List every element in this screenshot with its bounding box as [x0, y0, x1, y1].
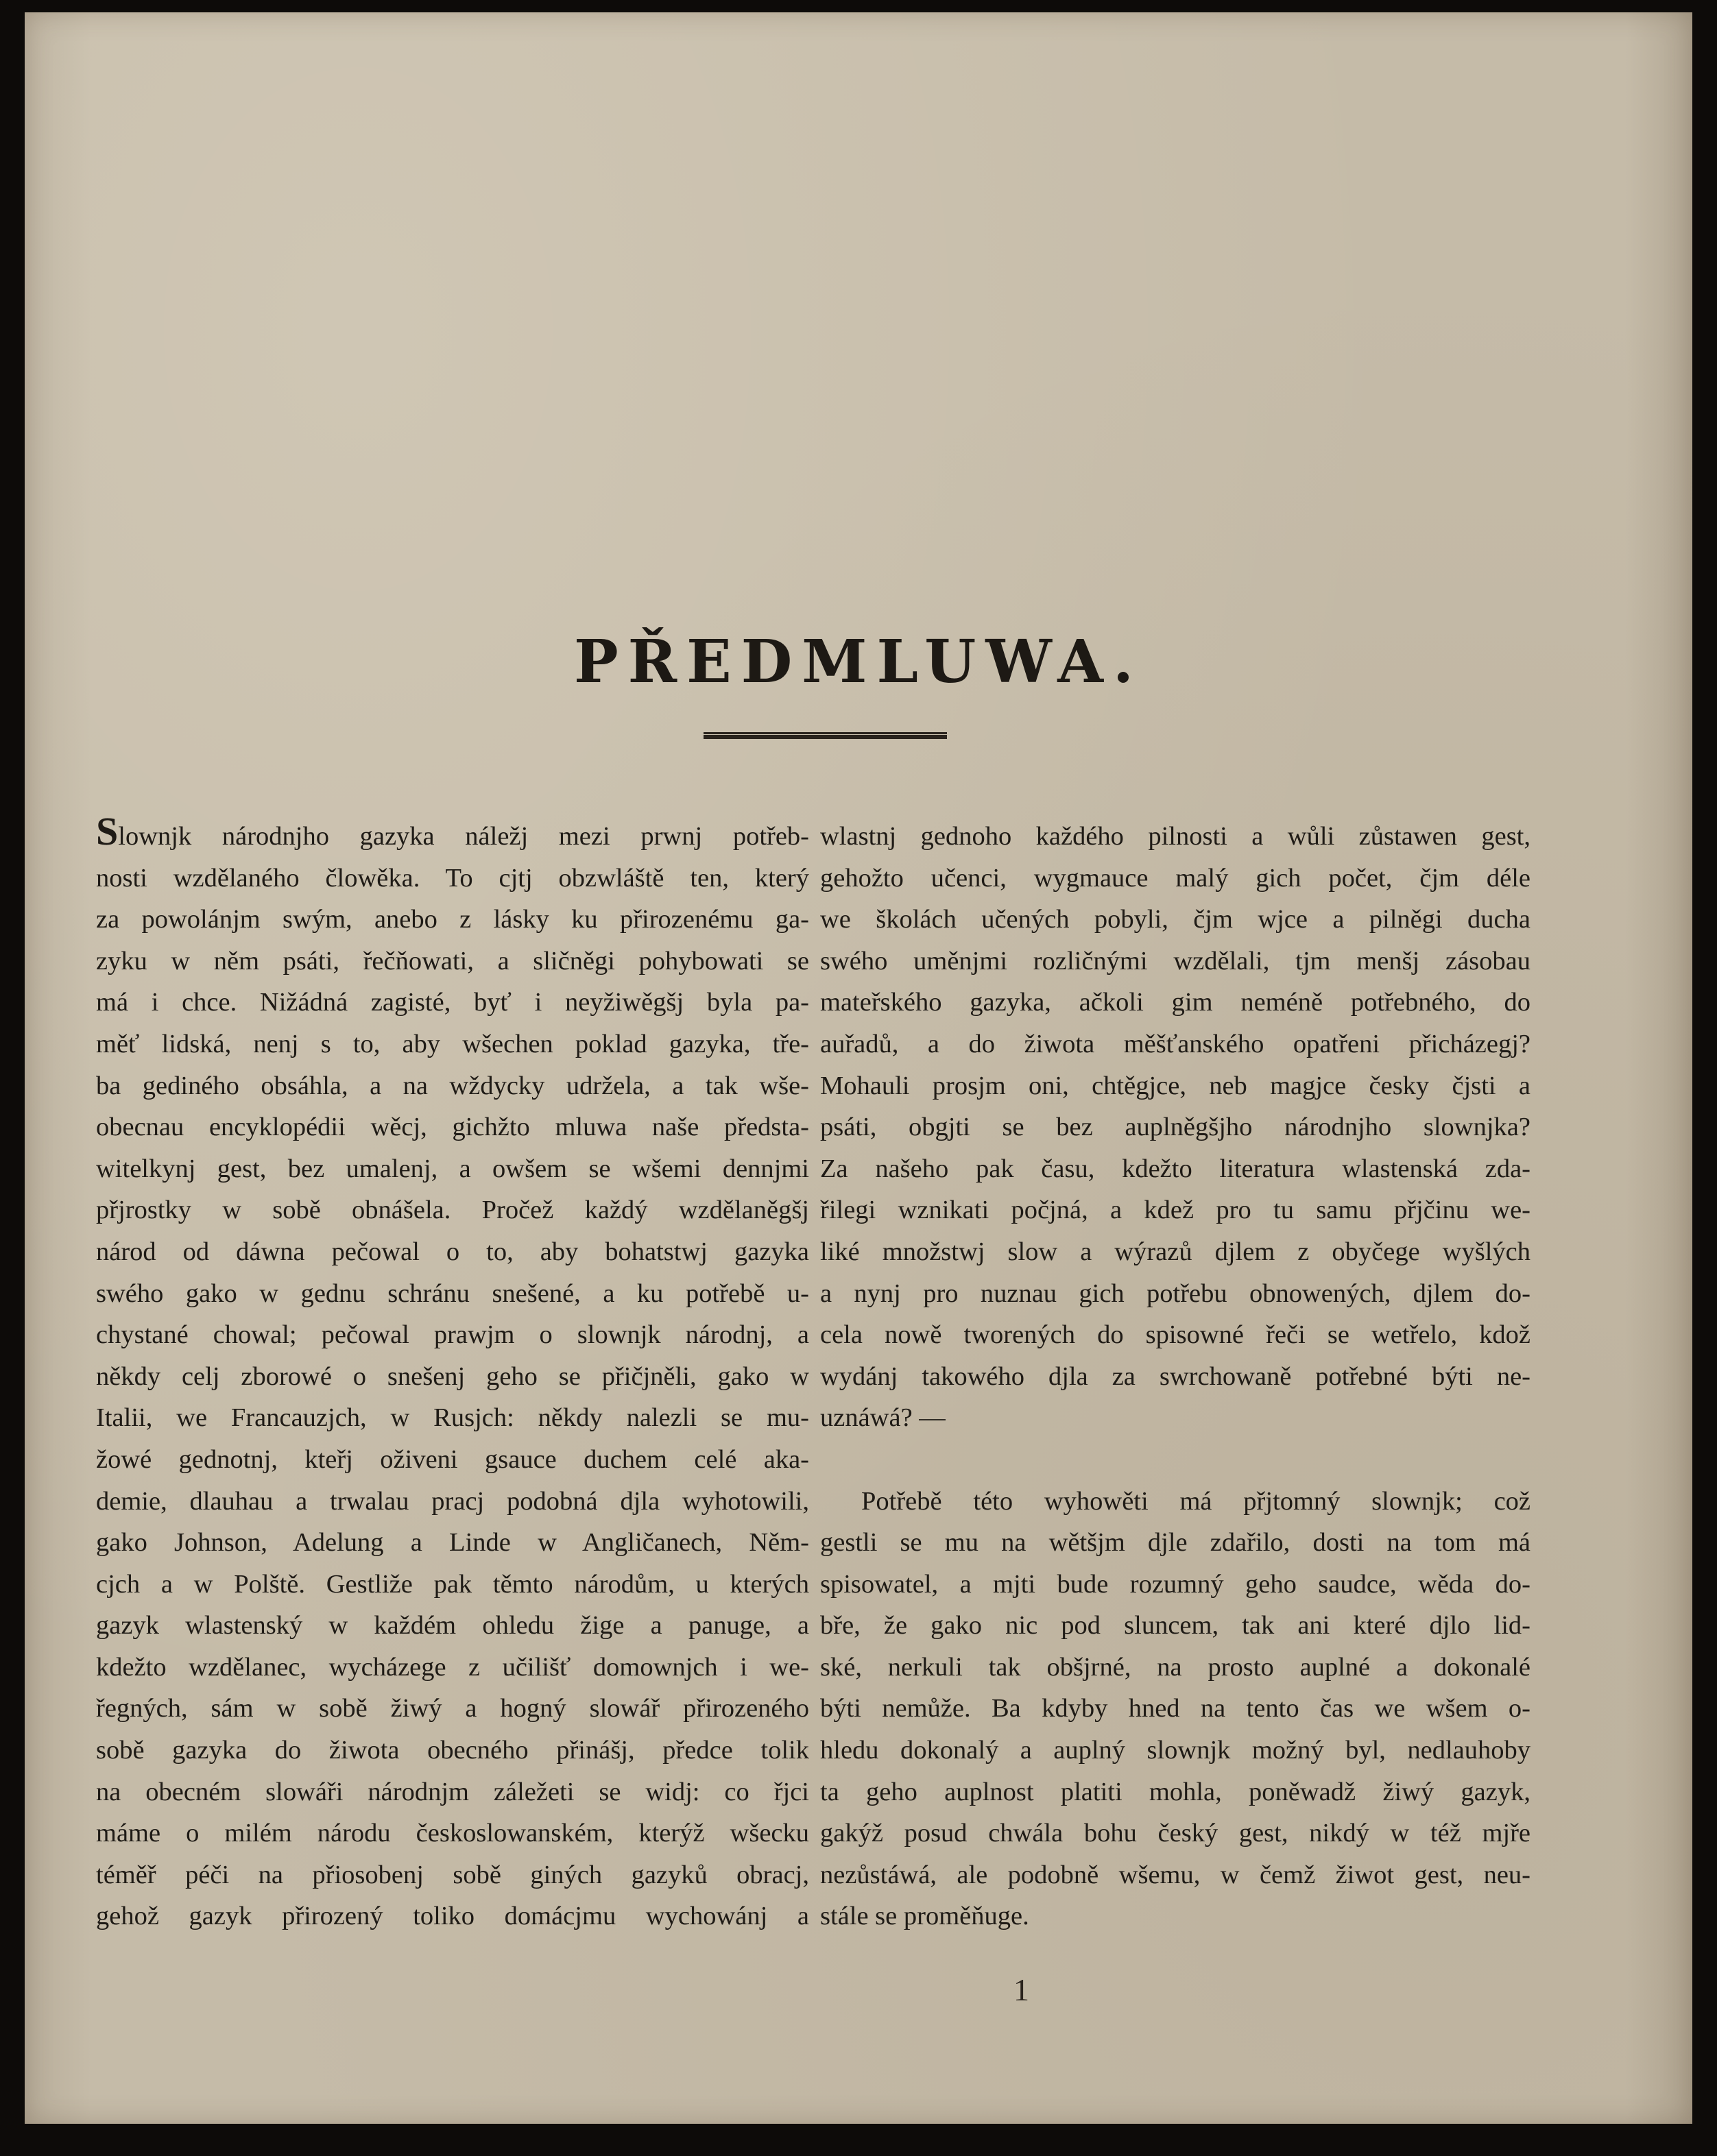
right-column	[820, 816, 1530, 1937]
text-line: Slownjk národnjho gazyka náležj mezi prwnj potřeb-	[96, 816, 809, 858]
text-line: swého gako w gednu schránu snešené, a ku potřebě u-	[96, 1279, 809, 1308]
text-line: řegných, sám w sobě žiwý a hogný slowář přirozeného	[96, 1694, 809, 1723]
text-line: býti nemůže. Ba kdyby hned na tento čas we wšem o-	[820, 1694, 1530, 1723]
title-rule-divider	[704, 732, 947, 739]
text-line: spisowatel, a mjti bude rozumný geho saudce, wěda do-	[820, 1569, 1530, 1599]
document-page	[25, 12, 1692, 2124]
paragraph-gap	[820, 1439, 1530, 1481]
text-line: ta geho auplnost platiti mohla, poněwadž žiwý gazyk,	[820, 1777, 1530, 1806]
text-line: gestli se mu na wětšjm djle zdařilo, dosti na tom má	[820, 1528, 1530, 1558]
text-line: máme o milém národu českoslowanském, kterýž wšecku	[96, 1819, 809, 1848]
text-line: kdežto wzdělanec, wycházege z učilišť domownjch i we-	[96, 1652, 809, 1682]
text-line: měť lidská, nenj s to, aby wšechen poklad gazyka, tře-	[96, 1029, 809, 1058]
text-line: gako Johnson, Adelung a Linde w Angličanech, Něm-	[96, 1528, 809, 1558]
text-line: na obecném slowáři národnjm záležeti se widj: co řjci	[96, 1777, 809, 1806]
left-column	[96, 816, 809, 1937]
text-line: gehožto učenci, wygmauce malý gich počet, čjm déle	[820, 863, 1530, 893]
text-line: žowé gednotnj, kteřj oživeni gsauce duchem celé aka-	[96, 1444, 809, 1474]
text-line: auřadů, a do žiwota měšťanského opatřeni přicházegj?	[820, 1029, 1530, 1058]
text-line: někdy celj zborowé o snešenj geho se přičjněli, gako w	[96, 1361, 809, 1391]
text-line: we školách učených pobyli, čjm wjce a pilněgi ducha	[820, 905, 1530, 934]
text-line: hledu dokonalý a auplný slownjk možný byl, nedlauhoby	[820, 1736, 1530, 1765]
text-line: cjch a w Polště. Gestliže pak těmto národům, u kterých	[96, 1569, 809, 1599]
text-line: gazyk wlastenský w každém ohledu žige a panuge, a	[96, 1611, 809, 1640]
text-line: sobě gazyka do žiwota obecného přinášj, předce tolik	[96, 1736, 809, 1765]
text-line: Za našeho pak času, kdežto literatura wlastenská zda-	[820, 1154, 1530, 1183]
text-line: má i chce. Nižádná zagisté, byť i neyžiwěgšj byla pa-	[96, 988, 809, 1017]
text-line: chystané chowal; pečowal prawjm o slownjk národnj, a	[96, 1320, 809, 1350]
page-number: 1	[1013, 1972, 1029, 2007]
text-line: demie, dlauhau a trwalau pracj podobná djla wyhotowili,	[96, 1486, 809, 1516]
text-line: zyku w něm psáti, řečňowati, a sličněgi pohybowati se	[96, 946, 809, 976]
text-line: ské, nerkuli tak obšjrné, na prosto auplné a dokonalé	[820, 1652, 1530, 1682]
text-line: gehož gazyk přirozený toliko domácjmu wychowánj a	[96, 1902, 809, 1931]
text-line: národ od dáwna pečowal o to, aby bohatstwj gazyka	[96, 1237, 809, 1266]
text-line: psáti, obgjti se bez auplněgšjho národnjho slownjka?	[820, 1113, 1530, 1142]
text-line: mateřského gazyka, ačkoli gim neméně potřebného, do	[820, 988, 1530, 1017]
text-line: Potřebě této wyhowěti má přjtomný slownjk; což	[861, 1486, 1530, 1516]
text-line: witelkynj gest, bez umalenj, a owšem se wšemi dennjmi	[96, 1154, 809, 1183]
text-line: uznáwá? —	[820, 1403, 946, 1433]
text-line: swého uměnjmi rozličnými wzdělali, tjm menšj zásobau	[820, 946, 1530, 976]
text-line: a nynj pro nuznau gich potřebu obnowených, djlem do-	[820, 1279, 1530, 1308]
text-line: cela nowě tworených do spisowné řeči se wetřelo, kdož	[820, 1320, 1530, 1350]
text-line: za powolánjm swým, anebo z lásky ku přirozenému ga-	[96, 905, 809, 934]
text-line: bře, že gako nic pod sluncem, tak ani které djlo lid-	[820, 1611, 1530, 1640]
text-line: téměř péči na přiosobenj sobě giných gazyků obracj,	[96, 1860, 809, 1889]
page-title: PŘEDMLUWA.	[574, 627, 1143, 697]
text-line: wydánj takowého djla za swrchowaně potřebné býti ne-	[820, 1361, 1530, 1391]
text-line: ba gediného obsáhla, a na wždycky udržela, a tak wše-	[96, 1071, 809, 1100]
text-line: nezůstáwá, ale podobně wšemu, w čemž žiwot gest, neu-	[820, 1860, 1530, 1889]
text-line: nosti wzdělaného člowěka. To cjtj obzwláště ten, který	[96, 863, 809, 893]
text-line: řilegi wznikati počjná, a kdež pro tu samu přjčinu we-	[820, 1196, 1530, 1225]
text-line: přjrostky w sobě obnášela. Pročež každý wzdělaněgšj	[96, 1196, 809, 1225]
initial-letter: S	[96, 816, 119, 853]
text-line: Italii, we Francauzjch, w Rusjch: někdy nalezli se mu-	[96, 1403, 809, 1433]
text-line: wlastnj gednoho každého pilnosti a wůli zůstawen gest,	[820, 822, 1530, 851]
text-line: gakýž posud chwála bohu český gest, nikdý w též mjře	[820, 1819, 1530, 1848]
text-line: stále se proměňuge.	[820, 1902, 1029, 1931]
text-line: Mohauli prosjm oni, chtěgjce, neb magjce česky čjsti a	[820, 1071, 1530, 1100]
text-line: obecnau encyklopédii wěcj, gichžto mluwa naše předsta-	[96, 1113, 809, 1142]
text-line: liké množstwj slow a wýrazů djlem z obyčege wyšlých	[820, 1237, 1530, 1266]
